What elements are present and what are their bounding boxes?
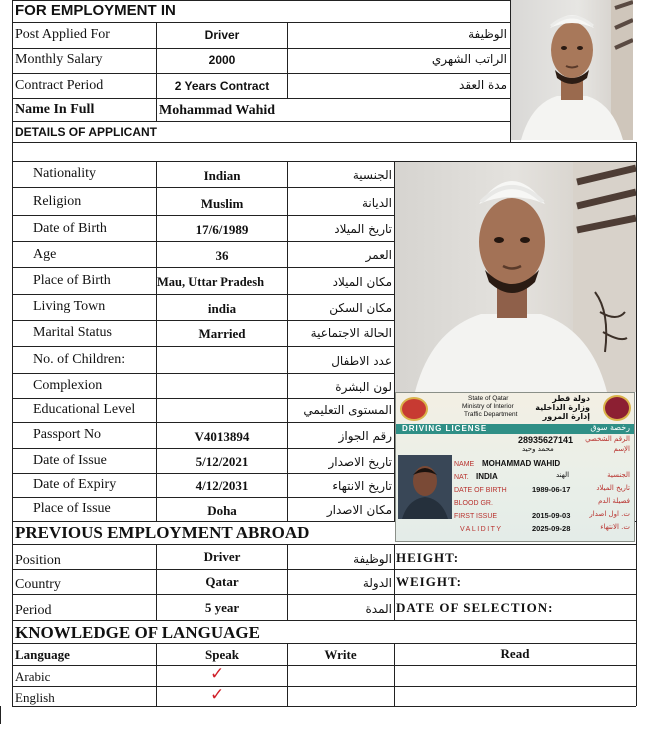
language-heading: KNOWLEDGE OF LANGUAGE	[15, 623, 260, 642]
license-state-en: State of Qatar	[468, 395, 509, 402]
religion-arabic: الديانة	[361, 196, 392, 210]
children-label: No. of Children:	[33, 352, 126, 367]
post-applied-value: Driver	[204, 28, 240, 42]
passport-label: Passport No	[33, 427, 102, 442]
grid-line	[12, 121, 510, 122]
grid-line	[12, 0, 510, 1]
grid-line	[287, 22, 288, 98]
grid-line	[287, 161, 288, 521]
prev-position-arabic: الوظيفة	[353, 552, 392, 566]
place-of-issue-arabic: مكان الاصدار	[326, 503, 392, 517]
grid-line	[12, 48, 510, 49]
grid-line	[12, 0, 13, 161]
license-first-issue-label: FIRST ISSUE	[454, 513, 498, 520]
monthly-salary-value: 2000	[208, 53, 236, 67]
grid-line	[12, 98, 510, 99]
expiry-date-label: Date of Expiry	[33, 477, 117, 492]
license-title-band	[396, 424, 635, 434]
grid-line	[636, 142, 637, 161]
license-holder-photo	[398, 455, 452, 519]
age-arabic: العمر	[365, 248, 392, 262]
license-state-ar: دولة قطر	[552, 394, 590, 403]
prev-position-value: Driver	[203, 549, 241, 564]
grid-line	[12, 620, 636, 621]
date-of-selection-label: DATE OF SELECTION:	[396, 600, 554, 615]
english-speak-check-icon: ✓	[210, 685, 225, 705]
traffic-emblem-icon	[400, 397, 428, 421]
age-label: Age	[33, 247, 57, 262]
grid-line	[12, 241, 394, 242]
license-dept-ar: إدارة المرور	[542, 412, 590, 421]
expiry-date-value: 4/12/2031	[195, 478, 249, 493]
employment-heading: FOR EMPLOYMENT IN	[15, 2, 176, 19]
applicant-photo-small	[511, 0, 633, 140]
religion-value: Muslim	[200, 196, 244, 211]
age-value: 36	[215, 248, 229, 263]
post-applied-arabic: الوظيفة	[468, 27, 507, 41]
grid-line	[12, 267, 394, 268]
license-ministry-ar: وزارة الداخلية	[535, 403, 590, 412]
arabic-speak-check-icon: ✓	[210, 664, 225, 684]
marital-status-arabic: الحالة الاجتماعية	[310, 326, 392, 340]
contract-period-value: 2 Years Contract	[174, 79, 270, 93]
contract-period-arabic: مدة العقد	[459, 78, 507, 92]
details-heading: DETAILS OF APPLICANT	[15, 125, 157, 139]
license-blood-label: BLOOD GR.	[454, 500, 493, 507]
dob-label: Date of Birth	[33, 221, 107, 236]
grid-line	[12, 665, 636, 666]
license-name-ar-value: محمد وحيد	[522, 445, 554, 453]
license-nat-ar-value: الهند	[556, 471, 570, 479]
grid-line	[12, 187, 394, 188]
grid-line	[636, 161, 637, 521]
prev-country-label: Country	[15, 577, 61, 592]
license-dept-en: Traffic Department	[464, 411, 518, 418]
driving-license-card	[395, 392, 635, 542]
license-dob-ar: تاريخ الميلاد	[596, 484, 630, 492]
passport-arabic: رقم الجواز	[338, 429, 392, 443]
nationality-value: Indian	[203, 168, 241, 183]
full-name-value: Mohammad Wahid	[159, 103, 276, 118]
marital-status-label: Marital Status	[33, 325, 112, 340]
grid-line	[394, 544, 395, 620]
license-dob-label: DATE OF BIRTH	[454, 487, 507, 494]
qatar-emblem-icon	[603, 395, 631, 421]
language-arabic-label: Arabic	[15, 669, 51, 684]
grid-line	[12, 594, 636, 595]
expiry-date-arabic: تاريخ الانتهاء	[332, 479, 392, 493]
speak-col-header: Speak	[205, 647, 239, 662]
contract-period-label: Contract Period	[15, 78, 104, 93]
license-nat-ar: الجنسية	[607, 471, 630, 479]
license-first-issue-value: 2015-09-03	[532, 511, 571, 520]
issue-date-arabic: تاريخ الاصدار	[328, 455, 392, 469]
monthly-salary-arabic: الراتب الشهري	[431, 52, 507, 66]
grid-line	[12, 569, 636, 570]
grid-line	[12, 398, 394, 399]
grid-line	[636, 521, 637, 706]
children-arabic: عدد الاطفال	[331, 354, 392, 368]
license-dob-value: 1989-06-17	[532, 485, 571, 494]
grid-line	[12, 706, 636, 707]
religion-label: Religion	[33, 194, 82, 209]
license-name-ar-label: الإسم	[613, 445, 630, 453]
grid-line	[12, 73, 510, 74]
living-town-arabic: مكان السكن	[329, 301, 392, 315]
complexion-arabic: لون البشرة	[335, 380, 392, 394]
nationality-arabic: الجنسية	[352, 168, 392, 182]
passport-value: V4013894	[194, 429, 250, 444]
license-name-value: MOHAMMAD WAHID	[482, 459, 561, 468]
grid-line	[12, 448, 394, 449]
license-name-label: NAME	[454, 461, 475, 468]
previous-employment-heading: PREVIOUS EMPLOYMENT ABROAD	[15, 523, 310, 542]
weight-label: WEIGHT:	[396, 574, 462, 589]
grid-line	[12, 643, 13, 706]
grid-line	[12, 422, 394, 423]
issue-date-label: Date of Issue	[33, 453, 107, 468]
license-blood-ar: فصيلة الدم	[598, 497, 630, 505]
prev-period-value: 5 year	[204, 600, 240, 615]
license-ministry-en: Ministry of Interior	[462, 403, 514, 410]
license-first-issue-ar: ت. اول اصدار	[589, 510, 630, 518]
height-label: HEIGHT:	[396, 550, 460, 565]
license-title-en: DRIVING LICENSE	[402, 424, 488, 433]
issue-date-value: 5/12/2021	[195, 454, 249, 469]
grid-line	[12, 544, 636, 545]
license-title-ar: رخصة سوق	[590, 423, 630, 432]
write-col-header: Write	[324, 647, 357, 662]
post-applied-label: Post Applied For	[15, 27, 110, 42]
grid-line	[12, 643, 636, 644]
grid-line	[12, 686, 636, 687]
living-town-value: india	[207, 301, 237, 316]
grid-line	[12, 294, 394, 295]
nationality-label: Nationality	[33, 166, 96, 181]
dob-value: 17/6/1989	[195, 222, 249, 237]
education-arabic: المستوى التعليمي	[303, 403, 392, 417]
prev-country-value: Qatar	[205, 574, 239, 589]
grid-line	[12, 320, 394, 321]
license-validity-ar: ت. الانتهاء	[600, 523, 630, 531]
grid-line	[12, 497, 394, 498]
license-validity-label: VALIDITY	[460, 526, 503, 533]
read-col-header: Read	[500, 646, 530, 661]
license-validity-value: 2025-09-28	[532, 524, 571, 533]
grid-line	[12, 215, 394, 216]
prev-position-label: Position	[15, 553, 61, 568]
license-nat-value: INDIA	[476, 472, 498, 481]
license-personal-no-ar: الرقم الشخصي	[585, 435, 630, 443]
license-number: 28935627141	[518, 435, 574, 445]
prev-country-arabic: الدولة	[362, 576, 392, 590]
prev-period-label: Period	[15, 603, 52, 618]
grid-line	[12, 373, 394, 374]
language-col-header: Language	[15, 647, 70, 662]
grid-line	[12, 473, 394, 474]
grid-line	[12, 346, 394, 347]
monthly-salary-label: Monthly Salary	[15, 52, 103, 67]
complexion-label: Complexion	[33, 378, 103, 393]
prev-period-arabic: المدة	[365, 602, 392, 616]
place-of-birth-arabic: مكان الميلاد	[332, 275, 392, 289]
place-of-issue-label: Place of Issue	[33, 501, 111, 516]
education-label: Educational Level	[33, 402, 136, 417]
place-of-birth-label: Place of Birth	[33, 273, 111, 288]
dob-arabic: تاريخ الميلاد	[334, 222, 392, 236]
grid-line	[12, 142, 636, 143]
living-town-label: Living Town	[33, 299, 106, 314]
grid-line	[287, 544, 288, 620]
place-of-issue-value: Doha	[207, 503, 237, 518]
grid-line	[12, 22, 510, 23]
license-nat-label: NAT.	[454, 474, 469, 481]
marital-status-value: Married	[198, 326, 246, 341]
language-english-label: English	[15, 690, 55, 705]
full-name-label: Name In Full	[15, 102, 95, 117]
place-of-birth-value: Mau, Uttar Pradesh	[157, 275, 265, 289]
grid-line	[12, 521, 13, 643]
grid-line	[0, 706, 1, 724]
applicant-photo-large	[395, 162, 636, 392]
grid-line	[12, 161, 13, 521]
